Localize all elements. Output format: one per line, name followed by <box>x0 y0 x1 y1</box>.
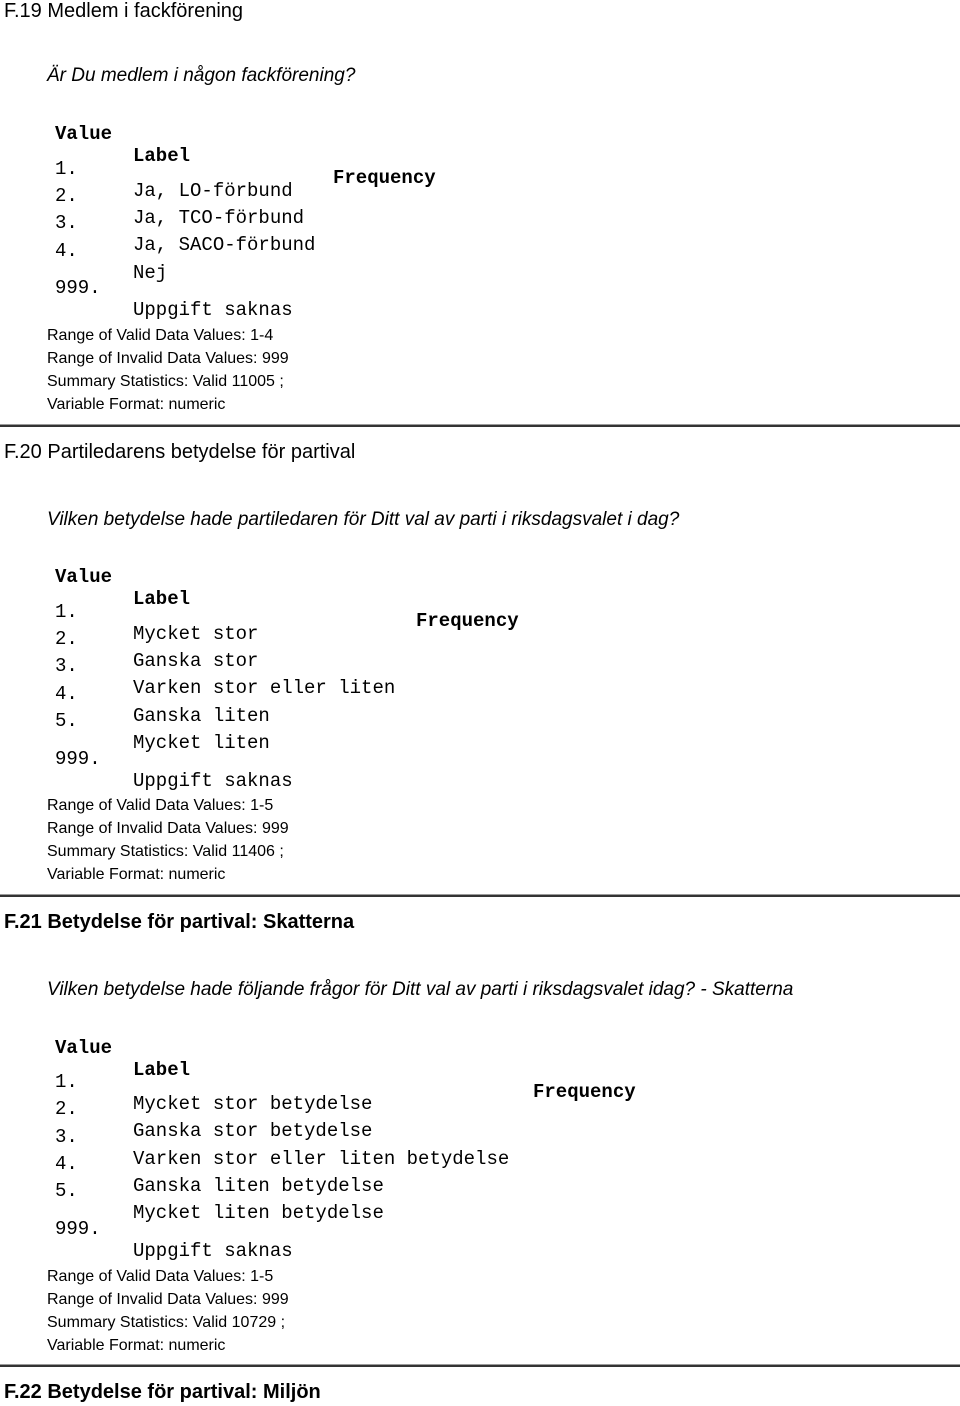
section-heading: F.21 Betydelse för partival: Skatterna <box>4 911 355 933</box>
row-value: 4. <box>55 683 78 705</box>
row-value: 5. <box>55 710 78 732</box>
invalid-range-text: Range of Invalid Data Values: 999 <box>47 1291 289 1308</box>
row-label: Ja, SACO-förbund <box>133 234 316 256</box>
variable-metadata <box>47 1265 289 1357</box>
row-label: Ganska stor betydelse <box>133 1120 373 1142</box>
row-label: Mycket stor <box>133 623 259 645</box>
row-label: Uppgift saknas <box>133 299 293 321</box>
row-label: Varken stor eller liten betydelse <box>133 1148 510 1170</box>
row-label: Ja, TCO-förbund <box>133 207 305 229</box>
section-divider <box>0 424 960 427</box>
valid-range-text: Range of Valid Data Values: 1-5 <box>47 1268 274 1285</box>
row-value: 999. <box>55 748 101 770</box>
row-value: 1. <box>55 158 78 180</box>
question-text: Är Du medlem i någon fackförening? <box>47 65 356 86</box>
column-header-label: Label <box>133 145 191 167</box>
row-value: 5. <box>55 1180 78 1202</box>
variable-metadata <box>47 794 289 886</box>
column-header-frequency: Frequency <box>533 1081 636 1103</box>
column-header-value: Value <box>55 566 113 588</box>
section-heading: F.19 Medlem i fackförening <box>4 0 244 22</box>
row-value: 999. <box>55 277 101 299</box>
valid-range-text: Range of Valid Data Values: 1-5 <box>47 797 274 814</box>
row-value: 3. <box>55 655 78 677</box>
summary-statistics-text: Summary Statistics: Valid 10729 ; <box>47 1314 286 1331</box>
row-label: Mycket liten betydelse <box>133 1202 384 1224</box>
row-value: 999. <box>55 1218 101 1240</box>
variable-format-text: Variable Format: numeric <box>47 396 226 413</box>
section-heading: F.20 Partiledarens betydelse för partival <box>4 441 356 463</box>
row-label: Nej <box>133 262 168 284</box>
row-label: Mycket liten <box>133 732 270 754</box>
column-header-value: Value <box>55 1037 113 1059</box>
row-label: Varken stor eller liten <box>133 677 396 699</box>
row-value: 2. <box>55 1098 78 1120</box>
variable-format-text: Variable Format: numeric <box>47 1337 226 1354</box>
row-value: 3. <box>55 1126 78 1148</box>
row-label: Ganska stor <box>133 650 259 672</box>
row-label: Uppgift saknas <box>133 1240 293 1262</box>
row-value: 2. <box>55 628 78 650</box>
variable-metadata <box>47 324 289 416</box>
column-header-label: Label <box>133 1059 191 1081</box>
column-header-frequency: Frequency <box>333 167 436 189</box>
variable-format-text: Variable Format: numeric <box>47 866 226 883</box>
table-header-row <box>0 544 519 632</box>
column-header-frequency: Frequency <box>416 610 519 632</box>
row-label: Mycket stor betydelse <box>133 1093 373 1115</box>
row-value: 1. <box>55 1071 78 1093</box>
row-value: 4. <box>55 1153 78 1175</box>
column-header-value: Value <box>55 123 113 145</box>
table-row <box>0 218 168 284</box>
column-header-label: Label <box>133 588 191 610</box>
row-value: 2. <box>55 185 78 207</box>
table-header-row <box>0 101 436 189</box>
row-value: 1. <box>55 601 78 623</box>
section-divider <box>0 894 960 897</box>
question-text: Vilken betydelse hade följande frågor för Ditt val av parti i riksdagsvalet idag? - Skatterna <box>47 979 794 1000</box>
question-text: Vilken betydelse hade partiledaren för Ditt val av parti i riksdagsvalet i dag? <box>47 509 680 530</box>
row-value: 3. <box>55 212 78 234</box>
row-label: Ganska liten betydelse <box>133 1175 384 1197</box>
table-header-row <box>0 1015 636 1103</box>
invalid-range-text: Range of Invalid Data Values: 999 <box>47 820 289 837</box>
valid-range-text: Range of Valid Data Values: 1-4 <box>47 327 274 344</box>
section-divider <box>0 1364 960 1367</box>
row-label: Ganska liten <box>133 705 270 727</box>
section-heading: F.22 Betydelse för partival: Miljön <box>4 1381 321 1403</box>
row-label: Uppgift saknas <box>133 770 293 792</box>
row-label: Ja, LO-förbund <box>133 180 293 202</box>
summary-statistics-text: Summary Statistics: Valid 11005 ; <box>47 373 284 390</box>
summary-statistics-text: Summary Statistics: Valid 11406 ; <box>47 843 284 860</box>
invalid-range-text: Range of Invalid Data Values: 999 <box>47 350 289 367</box>
row-value: 4. <box>55 240 78 262</box>
